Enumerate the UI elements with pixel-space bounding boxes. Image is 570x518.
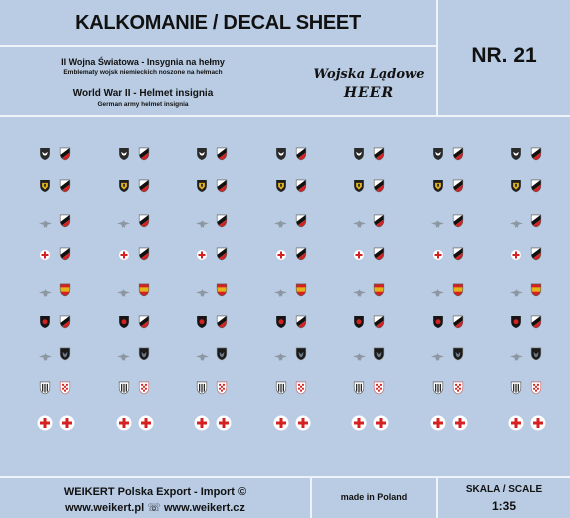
red-emblem-shield-icon xyxy=(39,315,51,329)
tricolour-shield-icon xyxy=(59,214,71,228)
eagle-icon xyxy=(39,216,52,227)
spanish-flag-shield-icon xyxy=(295,283,307,297)
tricolour-shield-icon xyxy=(216,147,228,161)
polish-description xyxy=(18,57,268,76)
eagle-icon xyxy=(431,349,444,360)
red-cross-disc-icon xyxy=(194,415,210,431)
unit-name-german: HEER xyxy=(343,85,395,101)
black-emblem-shield-icon xyxy=(373,347,385,361)
red-cross-small-icon xyxy=(39,248,51,260)
red-cross-disc-icon xyxy=(530,415,546,431)
black-emblem-shield-icon xyxy=(452,347,464,361)
tricolour-shield-icon xyxy=(373,315,385,329)
wehrmacht-eagle-shield-icon xyxy=(275,147,287,161)
red-cross-disc-icon xyxy=(116,415,132,431)
scale-value: 1:35 xyxy=(491,499,517,513)
eagle-icon xyxy=(510,349,523,360)
tricolour-shield-icon xyxy=(59,247,71,261)
red-cross-disc-icon xyxy=(430,415,446,431)
tricolour-shield-icon xyxy=(138,147,150,161)
eagle-icon xyxy=(353,349,366,360)
polish-title: II Wojna Światowa - Insygnia na hełmy xyxy=(61,57,225,67)
eagle-icon xyxy=(274,349,287,360)
black-emblem-shield-icon xyxy=(216,347,228,361)
tricolour-shield-icon xyxy=(138,179,150,193)
red-cross-disc-icon xyxy=(138,415,154,431)
red-emblem-shield-icon xyxy=(510,315,522,329)
tricolour-shield-icon xyxy=(216,214,228,228)
yellow-emblem-shield-icon xyxy=(510,179,522,193)
yellow-emblem-shield-icon xyxy=(275,179,287,193)
tricolour-shield-icon xyxy=(373,147,385,161)
wehrmacht-eagle-shield-icon xyxy=(39,147,51,161)
red-cross-disc-icon xyxy=(452,415,468,431)
tricolour-shield-icon xyxy=(216,179,228,193)
red-emblem-shield-icon xyxy=(118,315,130,329)
tricolour-shield-icon xyxy=(530,247,542,261)
checkered-shield-icon xyxy=(530,381,542,395)
eagle-icon xyxy=(510,285,523,296)
tricolour-shield-icon xyxy=(295,147,307,161)
black-emblem-shield-icon xyxy=(59,347,71,361)
header-bottom-border xyxy=(0,115,570,117)
checkered-shield-icon xyxy=(373,381,385,395)
red-cross-disc-icon xyxy=(37,415,53,431)
sheet-title: KALKOMANIE / DECAL SHEET xyxy=(75,12,361,34)
checkered-shield-icon xyxy=(295,381,307,395)
yellow-emblem-shield-icon xyxy=(196,179,208,193)
tricolour-shield-icon xyxy=(452,247,464,261)
english-description xyxy=(18,88,268,108)
tricolour-shield-icon xyxy=(138,214,150,228)
english-subtitle: German army helmet insignia xyxy=(97,101,189,108)
yellow-emblem-shield-icon xyxy=(432,179,444,193)
eagle-icon xyxy=(353,216,366,227)
checkered-shield-icon xyxy=(59,381,71,395)
spanish-flag-shield-icon xyxy=(59,283,71,297)
red-cross-disc-icon xyxy=(373,415,389,431)
wehrmacht-eagle-shield-icon xyxy=(353,147,365,161)
spanish-flag-shield-icon xyxy=(530,283,542,297)
wehrmacht-eagle-shield-icon xyxy=(432,147,444,161)
eagle-icon xyxy=(117,216,130,227)
striped-shield-icon xyxy=(275,381,287,395)
spanish-flag-shield-icon xyxy=(216,283,228,297)
eagle-icon xyxy=(431,216,444,227)
tricolour-shield-icon xyxy=(295,247,307,261)
red-cross-disc-icon xyxy=(295,415,311,431)
red-cross-disc-icon xyxy=(59,415,75,431)
eagle-icon xyxy=(431,285,444,296)
spanish-flag-shield-icon xyxy=(138,283,150,297)
polish-subtitle: Emblematy wojsk niemieckich noszone na hełmach xyxy=(63,69,223,76)
header-divider xyxy=(0,45,438,47)
striped-shield-icon xyxy=(39,381,51,395)
red-emblem-shield-icon xyxy=(196,315,208,329)
yellow-emblem-shield-icon xyxy=(118,179,130,193)
made-in-label: made in Poland xyxy=(340,492,408,502)
tricolour-shield-icon xyxy=(216,315,228,329)
tricolour-shield-icon xyxy=(373,179,385,193)
eagle-icon xyxy=(274,216,287,227)
tricolour-shield-icon xyxy=(59,179,71,193)
red-cross-disc-icon xyxy=(508,415,524,431)
unit-name: Wojska Lądowe xyxy=(313,67,425,82)
yellow-emblem-shield-icon xyxy=(353,179,365,193)
tricolour-shield-icon xyxy=(373,247,385,261)
tricolour-shield-icon xyxy=(138,247,150,261)
eagle-icon xyxy=(117,349,130,360)
sheet-number: NR. 21 xyxy=(471,44,537,67)
striped-shield-icon xyxy=(118,381,130,395)
red-cross-small-icon xyxy=(275,248,287,260)
red-emblem-shield-icon xyxy=(353,315,365,329)
red-cross-small-icon xyxy=(510,248,522,260)
red-cross-disc-icon xyxy=(216,415,232,431)
eagle-icon xyxy=(196,349,209,360)
red-cross-small-icon xyxy=(432,248,444,260)
striped-shield-icon xyxy=(510,381,522,395)
tricolour-shield-icon xyxy=(452,147,464,161)
red-cross-small-icon xyxy=(196,248,208,260)
red-cross-small-icon xyxy=(118,248,130,260)
tricolour-shield-icon xyxy=(295,214,307,228)
eagle-icon xyxy=(274,285,287,296)
scale-label: SKALA / SCALE xyxy=(465,484,543,495)
tricolour-shield-icon xyxy=(59,147,71,161)
checkered-shield-icon xyxy=(138,381,150,395)
tricolour-shield-icon xyxy=(530,214,542,228)
striped-shield-icon xyxy=(353,381,365,395)
tricolour-shield-icon xyxy=(373,214,385,228)
tricolour-shield-icon xyxy=(216,247,228,261)
black-emblem-shield-icon xyxy=(530,347,542,361)
wehrmacht-eagle-shield-icon xyxy=(118,147,130,161)
spanish-flag-shield-icon xyxy=(373,283,385,297)
eagle-icon xyxy=(39,285,52,296)
yellow-emblem-shield-icon xyxy=(39,179,51,193)
company-websites: www.weikert.pl ☏ www.weikert.cz xyxy=(65,502,245,514)
tricolour-shield-icon xyxy=(530,179,542,193)
eagle-icon xyxy=(117,285,130,296)
tricolour-shield-icon xyxy=(59,315,71,329)
tricolour-shield-icon xyxy=(138,315,150,329)
black-emblem-shield-icon xyxy=(295,347,307,361)
tricolour-shield-icon xyxy=(530,315,542,329)
tricolour-shield-icon xyxy=(452,214,464,228)
footer-top-border xyxy=(0,476,570,478)
red-cross-disc-icon xyxy=(273,415,289,431)
tricolour-shield-icon xyxy=(295,179,307,193)
striped-shield-icon xyxy=(196,381,208,395)
tricolour-shield-icon xyxy=(295,315,307,329)
tricolour-shield-icon xyxy=(452,315,464,329)
wehrmacht-eagle-shield-icon xyxy=(510,147,522,161)
eagle-icon xyxy=(39,349,52,360)
tricolour-shield-icon xyxy=(530,147,542,161)
tricolour-shield-icon xyxy=(452,179,464,193)
red-emblem-shield-icon xyxy=(275,315,287,329)
eagle-icon xyxy=(510,216,523,227)
checkered-shield-icon xyxy=(452,381,464,395)
red-cross-disc-icon xyxy=(351,415,367,431)
company-name: WEIKERT Polska Export - Import © xyxy=(63,486,247,498)
eagle-icon xyxy=(196,216,209,227)
striped-shield-icon xyxy=(432,381,444,395)
eagle-icon xyxy=(353,285,366,296)
black-emblem-shield-icon xyxy=(138,347,150,361)
wehrmacht-eagle-shield-icon xyxy=(196,147,208,161)
spanish-flag-shield-icon xyxy=(452,283,464,297)
english-title: World War II - Helmet insignia xyxy=(72,88,214,99)
red-cross-small-icon xyxy=(353,248,365,260)
eagle-icon xyxy=(196,285,209,296)
red-emblem-shield-icon xyxy=(432,315,444,329)
checkered-shield-icon xyxy=(216,381,228,395)
